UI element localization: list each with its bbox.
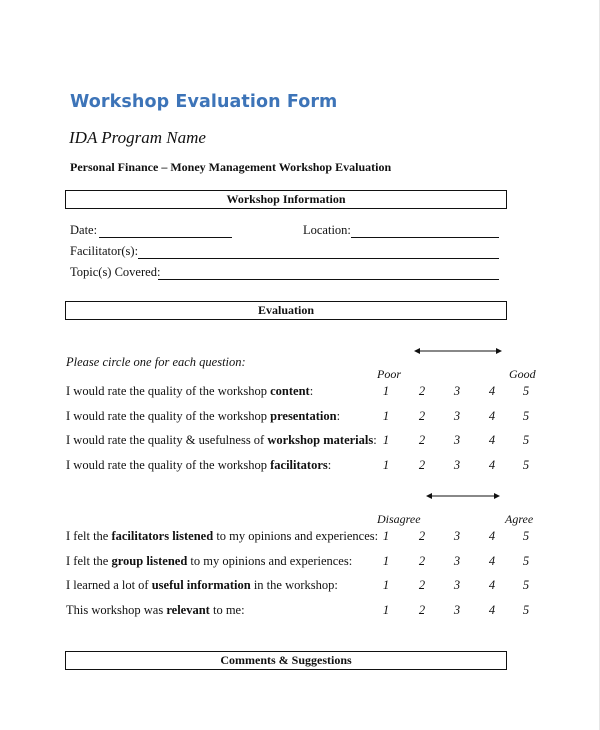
scale-high-label: Good xyxy=(509,367,536,381)
question-keyword: facilitators listened xyxy=(111,529,214,543)
question-keyword: presentation xyxy=(270,408,337,423)
question-text-part: to my opinions and experiences: xyxy=(213,529,379,543)
scale-arrow-icon xyxy=(414,346,502,356)
question-text-part: : xyxy=(309,384,314,398)
question-row xyxy=(66,578,546,594)
rating-option-2[interactable]: 2 xyxy=(418,578,426,592)
question-keyword: workshop materials xyxy=(267,433,374,447)
rating-option-4[interactable]: 4 xyxy=(488,553,496,568)
rating-option-1[interactable]: 1 xyxy=(382,384,390,398)
rating-option-4[interactable]: 4 xyxy=(488,433,496,447)
rating-option-5[interactable]: 5 xyxy=(522,529,530,543)
question-text-part: in the workshop: xyxy=(250,578,338,592)
question-keyword: relevant xyxy=(166,602,210,617)
question-text xyxy=(66,603,245,618)
rating-option-3[interactable]: 3 xyxy=(453,433,461,447)
question-text-part: I would rate the quality & usefulness of xyxy=(66,433,268,447)
rating-option-4[interactable]: 4 xyxy=(488,578,496,592)
question-row xyxy=(66,458,546,474)
rating-option-1[interactable]: 1 xyxy=(382,602,390,617)
rating-option-2[interactable]: 2 xyxy=(418,408,426,423)
form-title: Workshop Evaluation Form xyxy=(70,92,338,112)
rating-option-5[interactable]: 5 xyxy=(522,602,530,617)
facilitators-label: Facilitator(s): xyxy=(70,244,139,258)
date-field[interactable] xyxy=(99,237,232,238)
scale-low-label: Poor xyxy=(377,367,401,381)
rating-option-3[interactable]: 3 xyxy=(453,553,461,568)
rating-option-1[interactable]: 1 xyxy=(382,408,390,423)
question-keyword: group listened xyxy=(111,553,188,568)
question-text-part: I would rate the quality of the workshop xyxy=(66,457,271,472)
topics-field[interactable] xyxy=(158,279,499,280)
question-text-part: This workshop was xyxy=(66,602,167,617)
rating-option-3[interactable]: 3 xyxy=(453,457,461,472)
question-text-part: : xyxy=(373,433,377,447)
question-text-part: I felt the xyxy=(66,553,112,568)
rating-option-5[interactable]: 5 xyxy=(522,384,530,398)
question-text-part: I would rate the quality of the workshop xyxy=(66,408,271,423)
scale-arrow-icon xyxy=(426,491,500,501)
evaluation-header: Evaluation xyxy=(65,301,507,320)
evaluation-instruction: Please circle one for each question: xyxy=(66,355,246,369)
rating-option-5[interactable]: 5 xyxy=(522,433,530,447)
question-row xyxy=(66,384,546,400)
question-keyword: content xyxy=(270,384,310,398)
question-text xyxy=(66,458,331,473)
rating-option-5[interactable]: 5 xyxy=(522,553,530,568)
location-label: Location: xyxy=(303,223,351,237)
rating-option-1[interactable]: 1 xyxy=(382,457,390,472)
question-row xyxy=(66,529,546,545)
rating-option-2[interactable]: 2 xyxy=(418,457,426,472)
scale-high-label: Agree xyxy=(505,512,534,526)
rating-option-1[interactable]: 1 xyxy=(382,529,390,543)
rating-option-2[interactable]: 2 xyxy=(418,433,426,447)
rating-option-4[interactable]: 4 xyxy=(488,602,496,617)
topics-label: Topic(s) Covered: xyxy=(70,265,161,279)
location-field[interactable] xyxy=(351,237,499,238)
rating-option-1[interactable]: 1 xyxy=(382,553,390,568)
question-text-part: to me: xyxy=(209,602,245,617)
rating-option-4[interactable]: 4 xyxy=(488,384,496,398)
rating-option-2[interactable]: 2 xyxy=(418,553,426,568)
question-row xyxy=(66,554,546,570)
rating-option-3[interactable]: 3 xyxy=(453,529,461,543)
rating-option-5[interactable]: 5 xyxy=(522,578,530,592)
question-text-part: I would rate the quality of the workshop xyxy=(66,384,271,398)
question-row xyxy=(66,409,546,425)
question-text xyxy=(66,384,313,399)
rating-option-3[interactable]: 3 xyxy=(453,602,461,617)
question-text xyxy=(66,554,352,569)
rating-option-2[interactable]: 2 xyxy=(418,529,426,543)
question-row xyxy=(66,603,546,619)
comments-header: Comments & Suggestions xyxy=(65,651,507,670)
question-text-part: : xyxy=(327,457,332,472)
question-text-part: : xyxy=(336,408,341,423)
question-keyword: facilitators xyxy=(270,457,328,472)
rating-option-2[interactable]: 2 xyxy=(418,384,426,398)
rating-option-3[interactable]: 3 xyxy=(453,384,461,398)
rating-option-3[interactable]: 3 xyxy=(453,578,461,592)
date-label: Date: xyxy=(70,223,98,237)
question-text xyxy=(66,433,377,448)
rating-option-4[interactable]: 4 xyxy=(488,457,496,472)
rating-option-5[interactable]: 5 xyxy=(522,457,530,472)
rating-option-4[interactable]: 4 xyxy=(488,408,496,423)
rating-option-4[interactable]: 4 xyxy=(488,529,496,543)
facilitators-field[interactable] xyxy=(138,258,499,259)
question-text-part: to my opinions and experiences: xyxy=(187,553,353,568)
rating-option-1[interactable]: 1 xyxy=(382,578,390,592)
rating-option-3[interactable]: 3 xyxy=(453,408,461,423)
question-row xyxy=(66,433,546,449)
program-name: IDA Program Name xyxy=(69,128,206,147)
question-text xyxy=(66,578,338,593)
question-text-part: I learned a lot of xyxy=(66,578,152,592)
question-text-part: I felt the xyxy=(66,529,112,543)
rating-option-1[interactable]: 1 xyxy=(382,433,390,447)
question-text xyxy=(66,409,340,424)
question-keyword: useful information xyxy=(151,578,251,592)
rating-option-5[interactable]: 5 xyxy=(522,408,530,423)
form-subtitle: Personal Finance – Money Management Workshop Evaluation xyxy=(70,160,392,174)
question-text xyxy=(66,529,378,544)
scale-low-label: Disagree xyxy=(377,512,421,526)
rating-option-2[interactable]: 2 xyxy=(418,602,426,617)
workshop-information-header: Workshop Information xyxy=(65,190,507,209)
